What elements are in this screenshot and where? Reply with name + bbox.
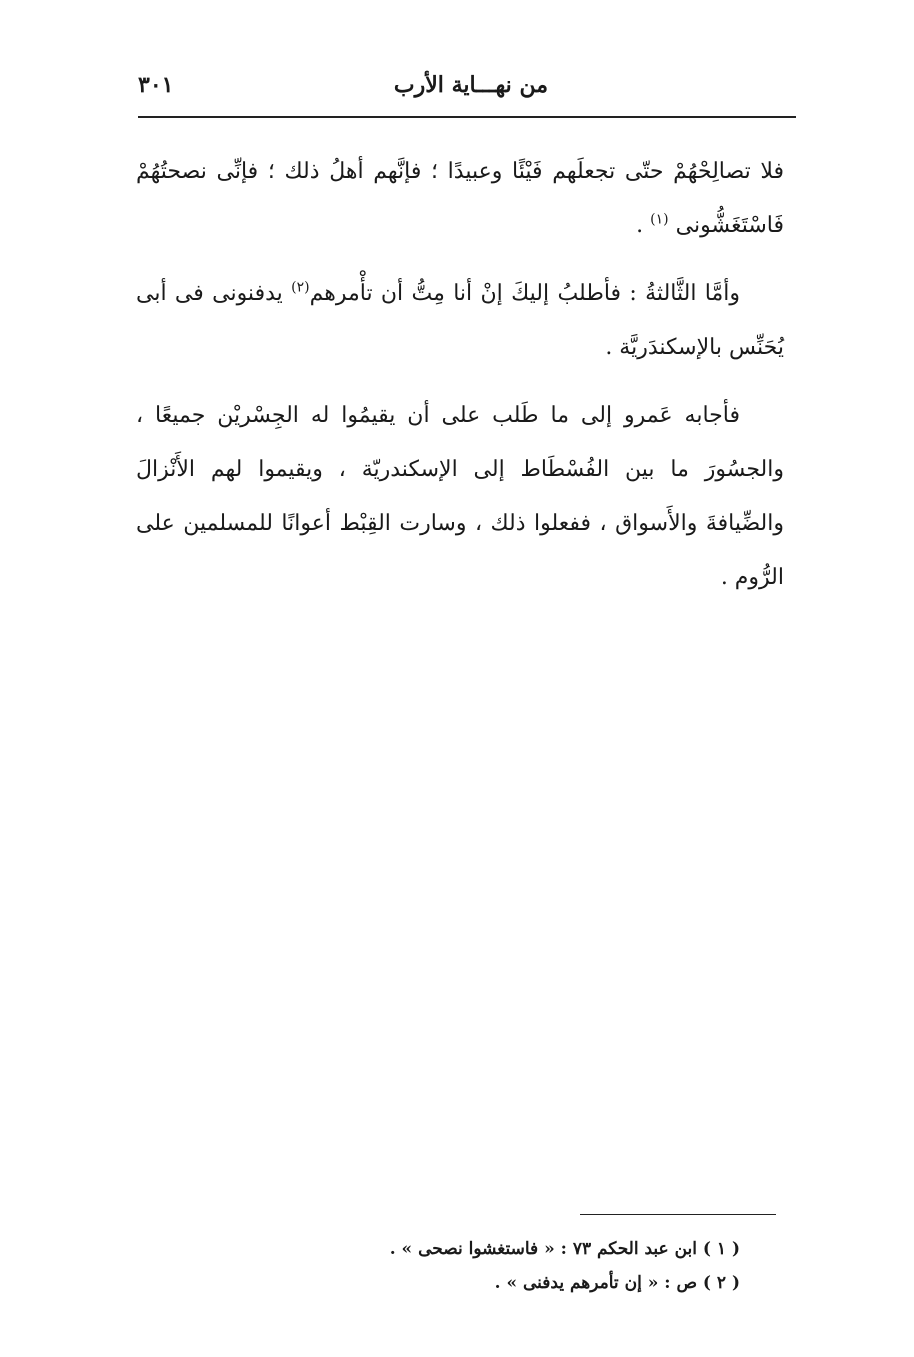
p3-line-4: على الرُّوم .: [136, 511, 784, 590]
header-rule: [138, 116, 796, 118]
running-head: من نهـــاية الأرب: [393, 72, 548, 98]
p1-end: .: [636, 213, 644, 238]
p3-line-2: والجسُورَ ما بين الفُسْطَاط إلى الإسكندريّة ، ويقيموا لهم الأَنْزالَ: [136, 457, 784, 482]
footnote-1: ( ١ ) ابن عبد الحكم ٧٣ : « فاستغشوا نصحى » .: [389, 1239, 740, 1259]
p3-line-1: فأجابه عَمرو إلى ما طَلب على أن يقيمُوا له الجِسْريْن جميعًا ،: [136, 403, 740, 428]
footnote-mark-1: (١): [650, 211, 669, 228]
footnote-mark-2: (٢): [291, 279, 310, 296]
p2-line-2: أبى يُحَنِّس بالإسكندَريَّة .: [136, 281, 784, 360]
p3-line-3: والضِّيافةَ والأَسواق ، ففعلوا ذلك ، وسارت القِبْط أعوانًا للمسلمين: [183, 511, 784, 536]
p2-line-1b: يدفنونى فى: [174, 281, 283, 306]
footnote-2: ( ٢ ) ص : « إن تأمرهم يدفنى » .: [494, 1273, 740, 1293]
page-number: ٣٠١: [138, 72, 174, 98]
paragraph-1: [136, 145, 784, 253]
paragraph-3: [136, 389, 784, 605]
page-header: [138, 72, 778, 112]
footnote-rule: [580, 1214, 776, 1215]
p1-line-1: فلا تصالِحْهُمْ حتّى تجعلَهم فَيْئًا وعبيدًا ؛ فإنَّهم أهلُ ذلك ؛ فإنِّى: [216, 159, 784, 184]
paragraph-2: [136, 267, 784, 375]
main-text: [136, 145, 784, 619]
p2-line-1a: وأمَّا الثَّالثةُ : فأطلبُ إليكَ إنْ أنا مِتُّ أن تأْمرهم: [309, 281, 740, 306]
p1-line-2: نصحتُهُمْ فَاسْتَغَشُّونى: [136, 159, 784, 238]
footnotes: [330, 1232, 740, 1300]
